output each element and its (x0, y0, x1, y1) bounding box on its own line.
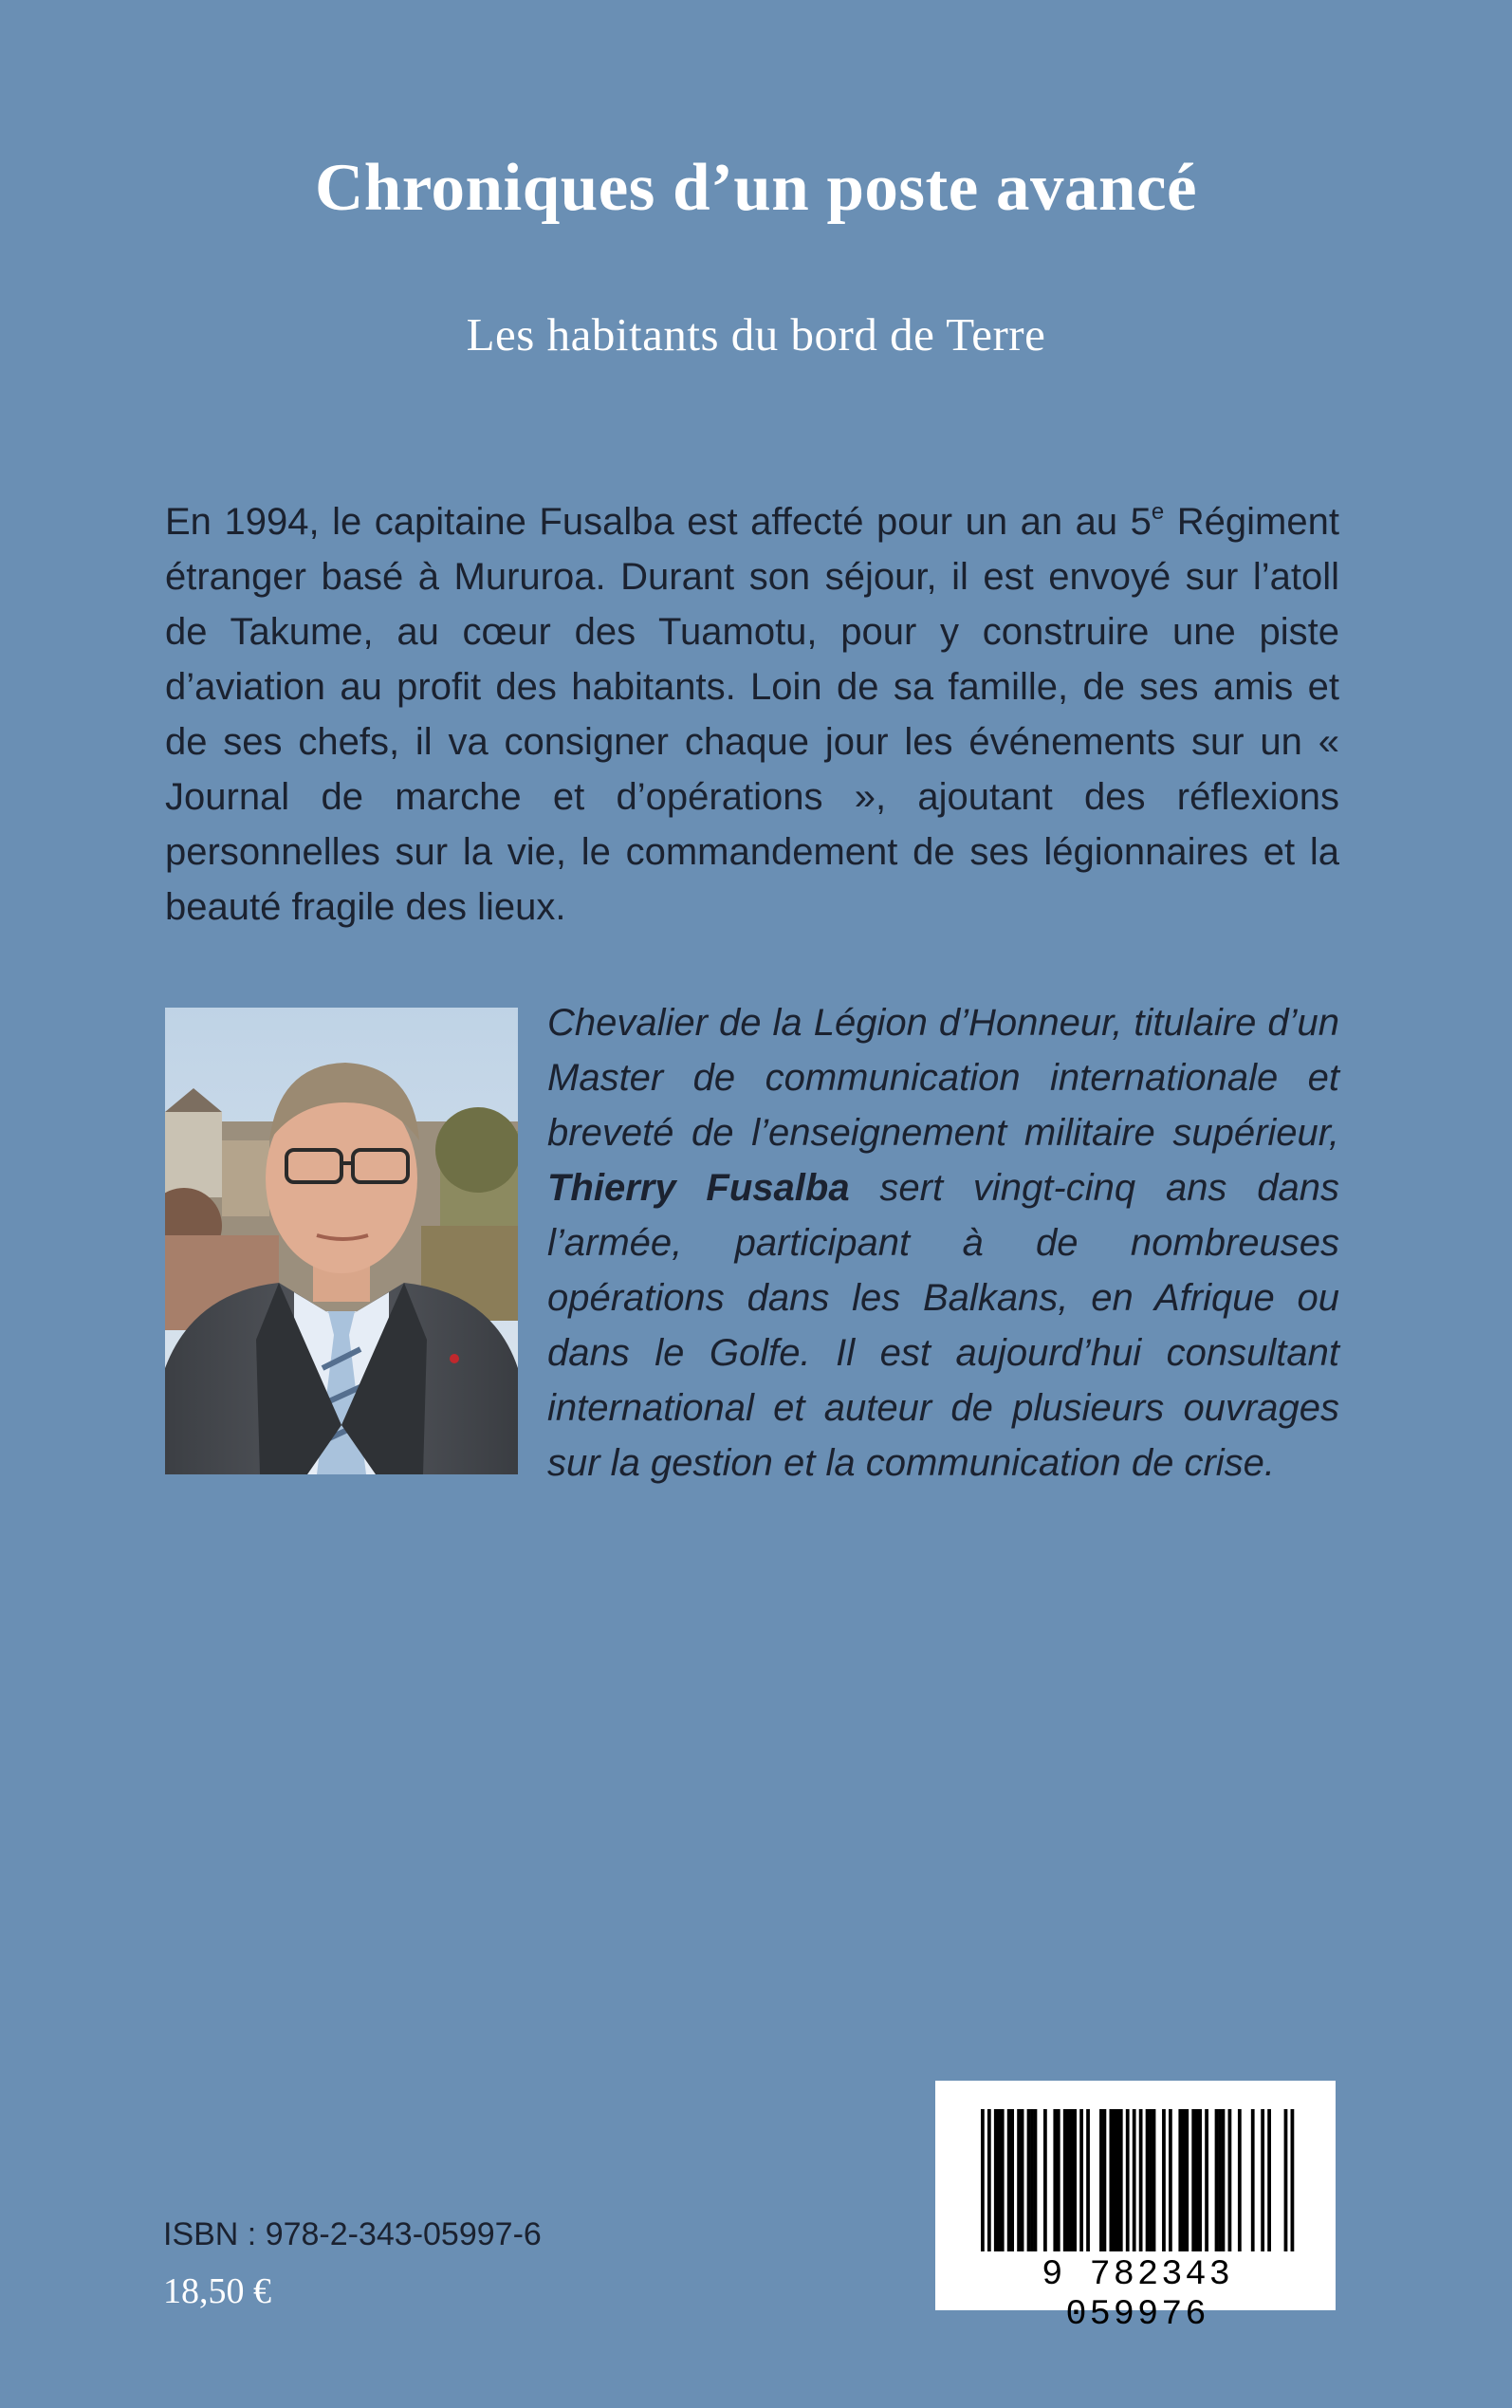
isbn-label: ISBN : 978-2-343-05997-6 (163, 2216, 542, 2252)
barcode-bar (1063, 2109, 1067, 2251)
barcode-bar (1169, 2109, 1172, 2251)
barcode-bar (1017, 2109, 1021, 2251)
barcode-bar (1103, 2109, 1107, 2251)
barcode-bar (1182, 2109, 1186, 2251)
price-label: 18,50 € (163, 2271, 271, 2311)
barcode-bar (1267, 2109, 1271, 2251)
barcode-bar (1261, 2109, 1264, 2251)
barcode-bar (1146, 2109, 1150, 2251)
barcode-bar (1162, 2109, 1166, 2251)
synopsis-text-rest: Régiment étranger basé à Mururoa. Durant son séjour, il est envoyé sur l’atoll de Takume, au cœur des Tuamotu, pour y construire une piste d’aviation au profit des habitants. Loin de sa famille, de ses amis et de ses chefs, il va consigner chaque jour les événements sur un « Journal de marche et d’opérations », ajoutant des réflexions personnelles sur la vie, le commandement de ses légionnaires et la beauté fragile des lieux. (165, 501, 1339, 928)
barcode-bar (1191, 2109, 1195, 2251)
author-name: Thierry Fusalba (547, 1167, 850, 1209)
barcode-bar (1133, 2109, 1136, 2251)
barcode-digits: 9 782343 059976 (1042, 2255, 1233, 2335)
barcode-bar (997, 2109, 1001, 2251)
barcode-bar (1291, 2109, 1295, 2251)
barcode-bar (1043, 2109, 1047, 2251)
author-photo (165, 1008, 518, 1474)
barcode-bar (1079, 2109, 1083, 2251)
barcode-bar (1218, 2109, 1222, 2251)
author-biography (547, 995, 1339, 1491)
barcode-bar (1195, 2109, 1199, 2251)
barcode-bar (1066, 2109, 1070, 2251)
barcode-bar (1119, 2109, 1123, 2251)
barcode-bar (1086, 2109, 1090, 2251)
barcode (935, 2081, 1336, 2335)
barcode-bar (1057, 2109, 1060, 2251)
barcode-bar (1185, 2109, 1189, 2251)
barcode-bar (1149, 2109, 1152, 2251)
barcode-bar (1053, 2109, 1057, 2251)
barcode-bar (994, 2109, 998, 2251)
barcode-bar (1113, 2109, 1116, 2251)
barcode-bar (1027, 2109, 1031, 2251)
barcode-bar (1021, 2109, 1024, 2251)
barcode-bar (1030, 2109, 1034, 2251)
barcode-bar (1139, 2109, 1143, 2251)
barcode-bar (1152, 2109, 1156, 2251)
barcode-bar (1099, 2109, 1103, 2251)
book-subtitle: Les habitants du bord de Terre (466, 308, 1046, 361)
barcode-bar (1222, 2109, 1226, 2251)
book-title: Chroniques d’un poste avancé (315, 151, 1197, 225)
barcode-bar (1070, 2109, 1074, 2251)
barcode-bar (987, 2109, 991, 2251)
barcode-bar (1198, 2109, 1202, 2251)
barcode-bar (1010, 2109, 1014, 2251)
barcode-bar (1109, 2109, 1113, 2251)
synopsis-text-start: En 1994, le capitaine Fusalba est affecté pour un an au 5 (165, 501, 1152, 543)
barcode-bar (1215, 2109, 1219, 2251)
barcode-bar (1284, 2109, 1288, 2251)
barcode-bar (1034, 2109, 1038, 2251)
barcode-bar (1126, 2109, 1130, 2251)
barcode-bar (1228, 2109, 1232, 2251)
barcode-bar (1116, 2109, 1119, 2251)
barcode-bar (1007, 2109, 1011, 2251)
synopsis-superscript: e (1151, 499, 1165, 525)
barcode-bar (1001, 2109, 1005, 2251)
barcode-bar (1205, 2109, 1208, 2251)
barcode-bar (1251, 2109, 1255, 2251)
barcode-bar (1178, 2109, 1182, 2251)
bio-rest: sert vingt-cinq ans dans l’armée, participant à de nombreuses opérations dans les Balkans, en Afrique ou dans le Golfe. Il est aujourd’hui consultant international et auteur de plusieurs ouvrages sur la gestion et la communication de crise. (547, 1167, 1339, 1484)
bio-intro: Chevalier de la Légion d’Honneur, titulaire d’un Master de communication internationale et breveté de l’enseignement militaire supérieur, (547, 1002, 1339, 1154)
barcode-bar (1238, 2109, 1242, 2251)
barcode-bar (1073, 2109, 1077, 2251)
synopsis-paragraph (165, 494, 1339, 935)
barcode-bar (981, 2109, 985, 2251)
